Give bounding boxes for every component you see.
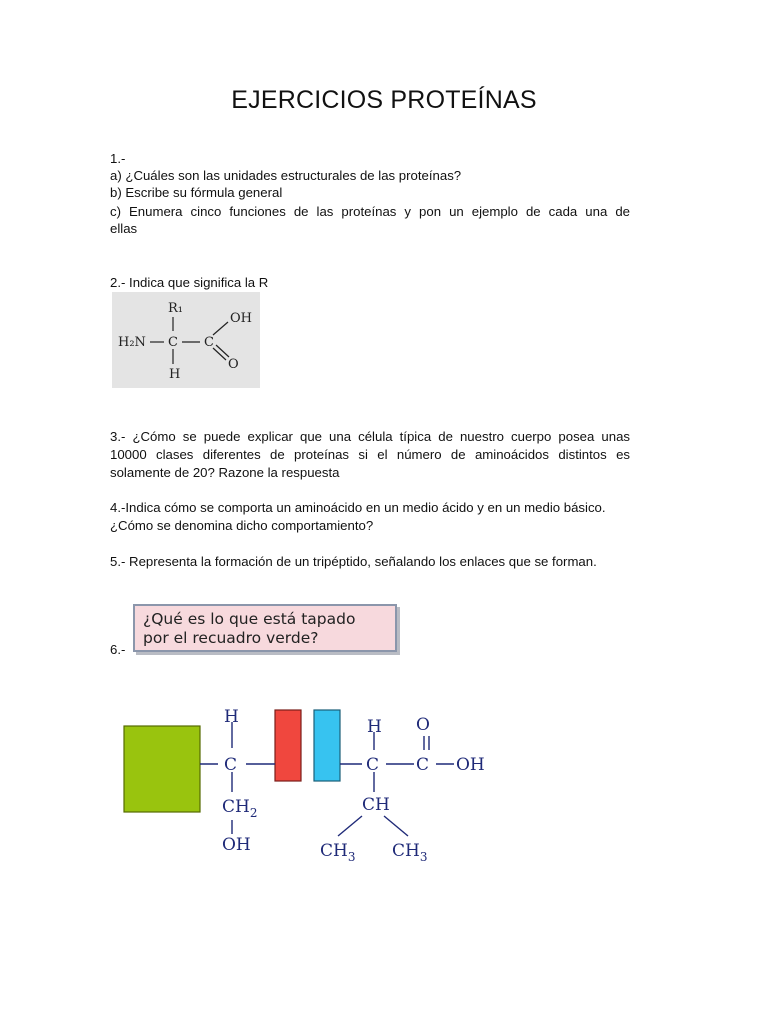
q5-text: 5.- Representa la formación de un tripéptido, señalando los enlaces que se forman. <box>110 554 597 569</box>
bond-ch-ch3-b <box>384 816 408 836</box>
dipeptide-figure <box>110 700 510 870</box>
carboxyl-carbon-label: C <box>204 335 214 350</box>
c-left-label: C <box>224 755 238 775</box>
alpha-carbon-label: C <box>168 335 178 350</box>
q1-part-c-cont: ellas <box>110 221 138 236</box>
page-title: EJERCICIOS PROTEÍNAS <box>231 86 537 114</box>
q4-line-2: ¿Cómo se denomina dicho comportamiento? <box>110 518 374 533</box>
o-top-label: O <box>416 715 430 735</box>
q1-part-c: c) Enumera cinco funciones de las proteínas y pon un ejemplo de cada una de <box>110 204 630 219</box>
oh-label: OH <box>230 311 252 326</box>
h2n-label: H₂N <box>118 335 146 350</box>
red-box <box>275 710 301 781</box>
q3-line-2: 10000 clases diferentes de proteínas si el número de aminoácidos distintos es <box>110 447 630 462</box>
bond-oh <box>213 322 228 335</box>
callout-line-1: ¿Qué es lo que está tapado <box>143 610 356 628</box>
q1-number: 1.- <box>110 151 126 166</box>
c-right-label: C <box>366 755 380 775</box>
q3-line-1: 3.- ¿Cómo se puede explicar que una célula típica de nuestro cuerpo posea unas <box>110 429 630 444</box>
h-right-label: H <box>367 717 382 737</box>
bond-o-1 <box>213 348 226 360</box>
amino-acid-general-formula <box>112 292 260 388</box>
q2-text: 2.- Indica que significa la R <box>110 275 269 290</box>
oh-right-label: OH <box>456 755 485 775</box>
callout-line-2: por el recuadro verde? <box>143 629 319 647</box>
q6-number: 6.- <box>110 642 126 657</box>
q3-line-3: solamente de 20? Razone la respuesta <box>110 465 340 480</box>
ch-label: CH <box>362 795 390 815</box>
q1-part-a: a) ¿Cuáles son las unidades estructurales de las proteínas? <box>110 168 462 183</box>
hydrogen-label: H <box>169 367 181 382</box>
oxygen-label: O <box>228 357 239 372</box>
green-box <box>124 726 200 812</box>
ch2-label: $CH_2$ <box>222 797 258 820</box>
question-callout <box>133 604 397 652</box>
h-left-label: H <box>224 707 239 727</box>
oh-left-label: OH <box>222 835 251 855</box>
bond-ch-ch3-a <box>338 816 362 836</box>
blue-box <box>314 710 340 781</box>
q4-line-1: 4.-Indica cómo se comporta un aminoácido en un medio ácido y en un medio básico. <box>110 500 606 515</box>
carboxyl-c-label: C <box>416 755 430 775</box>
ch3-b-label: $CH_3$ <box>392 841 428 864</box>
ch3-a-label: $CH_3$ <box>320 841 356 864</box>
bond-o-2 <box>216 345 229 357</box>
r1-label: R₁ <box>168 301 183 316</box>
q1-part-b: b) Escribe su fórmula general <box>110 185 283 200</box>
